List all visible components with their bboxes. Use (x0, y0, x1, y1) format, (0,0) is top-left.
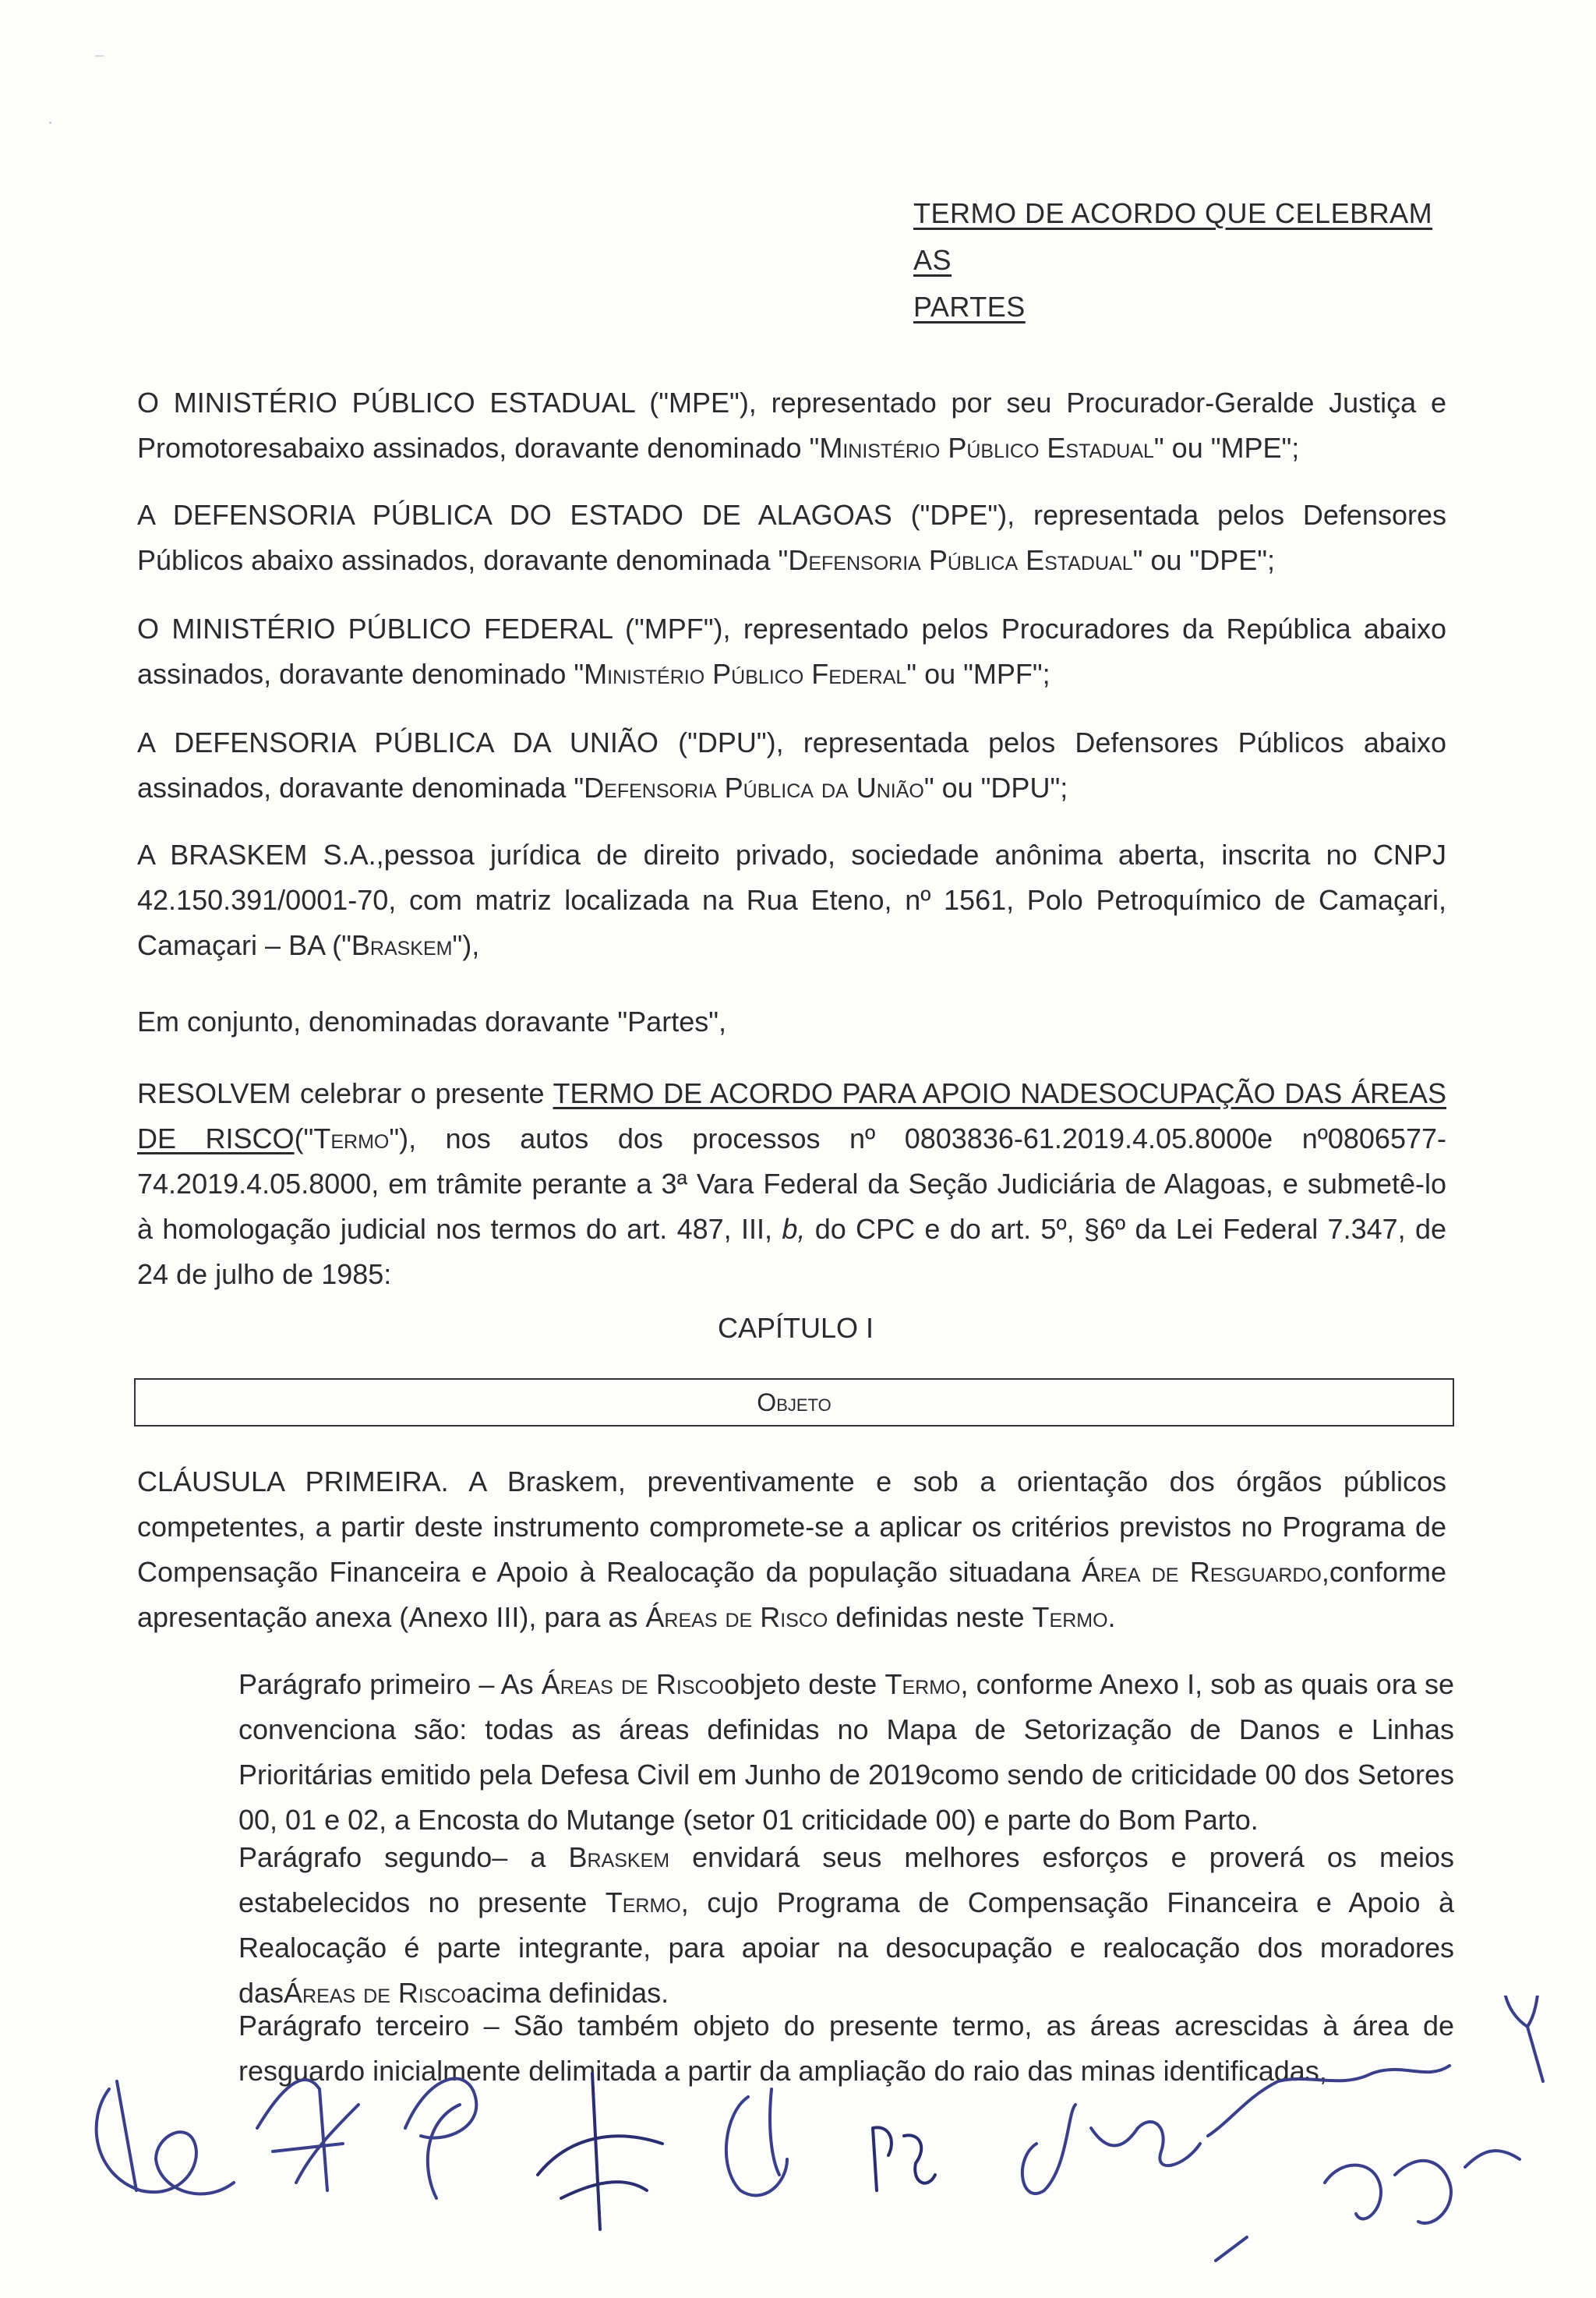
section-heading-box (134, 1378, 1454, 1427)
scan-artifact: · (47, 109, 55, 133)
party-dpe: A DEFENSORIA PÚBLICA DO ESTADO DE ALAGOAS ("DPE"), representada pelos Defensores Públicos abaixo assinados, doravante denominada "Defensoria Pública Estadual" ou "DPE"; (137, 499, 1446, 576)
scan-artifact: ⁻ (94, 48, 105, 72)
paragrafo-primeiro: Parágrafo primeiro – As Áreas de Riscoobjeto deste Termo, conforme Anexo I, sob as quais ora se convenciona são: todas as áreas definidas no Mapa de Setorização de Danos e Linhas Prioritárias emitido pela Defesa Civil em Junho de 2019como sendo de criticidade 00 dos Setores 00, 01 e 02, a Encosta do Mutange (setor 01 criticidade 00) e parte do Bom Parto. (238, 1668, 1454, 1836)
chapter-heading: CAPÍTULO I (717, 1312, 874, 1344)
signature-8 (1325, 2151, 1520, 2223)
paragrafo-segundo: Parágrafo segundo– a Braskem envidará seus melhores esforços e proverá os meios estabelecidos no presente Termo, cujo Programa de Compensação Financeira e Apoio à Realocação é parte integrante, para apoiar na desocupação e realocação dos moradores dasÁreas de Riscoacima definidas. (238, 1841, 1455, 2009)
party-braskem: A BRASKEM S.A.,pessoa jurídica de direito privado, sociedade anônima aberta, inscrita no CNPJ 42.150.391/0001-70, com matriz localizada na Rua Eteno, nº 1561, Polo Petroquímico de Camaçari, Camaçari – BA ("Braskem"), (137, 839, 1446, 961)
party-mpf: O MINISTÉRIO PÚBLICO FEDERAL ("MPF"), representado pelos Procuradores da República abaixo assinados, doravante denominado "Ministério Público Federal" ou "MPF"; (137, 613, 1446, 690)
document-title (913, 190, 1459, 331)
section-heading: Objeto (757, 1388, 832, 1416)
signature-initial-1 (97, 2081, 234, 2194)
signatures-area (0, 1996, 1596, 2298)
signature-initial-4 (538, 2074, 662, 2229)
title-line-1: TERMO DE ACORDO QUE CELEBRAM AS (913, 197, 1433, 276)
clausula-primeira: CLÁUSULA PRIMEIRA. A Braskem, preventivamente e sob a orientação dos órgãos públicos competentes, a partir deste instrumento compromete-se a aplicar os critérios previstos no Programa de Compensação Financeira e Apoio à Realocação da população situadana Área de Resguardo,conforme apresentação anexa (Anexo III), para as Áreas de Risco definidas neste Termo. (137, 1465, 1446, 1633)
signature-initial-3 (405, 2079, 476, 2198)
signature-initial-2 (257, 2080, 358, 2190)
resolvem-paragraph: RESOLVEM celebrar o presente TERMO DE ACORDO PARA APOIO NADESOCUPAÇÃO DAS ÁREAS DE RISCO("Termo"), nos autos dos processos nº 0803836-61.2019.4.05.8000e nº0806577-74.2019.4.05.8000, em trâmite perante a 3ª Vara Federal da Seção Judiciária de Alagoas, e submetê-lo à homologação judicial nos termos do art. 487, III, b, do CPC e do art. 5º, §6º da Lei Federal 7.347, de 24 de julho de 1985: (137, 1077, 1447, 1290)
signature-7 (1022, 2066, 1449, 2261)
party-dpu: A DEFENSORIA PÚBLICA DA UNIÃO ("DPU"), representada pelos Defensores Públicos abaixo assinados, doravante denominada "Defensoria Pública da União" ou "DPU"; (137, 727, 1446, 804)
signature-initial-5 (726, 2089, 787, 2195)
title-line-2: PARTES (913, 291, 1026, 323)
paragrafo-terceiro: Parágrafo terceiro – São também objeto do presente termo, as áreas acrescidas à área de resguardo inicialmente delimitada a partir da ampliação do raio das minas identificadas, (238, 2010, 1454, 2087)
signature-initial-6 (873, 2127, 935, 2190)
party-mpe: O MINISTÉRIO PÚBLICO ESTADUAL ("MPE"), representado por seu Procurador-Geralde Justiça e Promotoresabaixo assinados, doravante denominado "Ministério Público Estadual" ou "MPE"; (137, 387, 1446, 464)
parties-together: Em conjunto, denominadas doravante "Partes", (137, 1006, 726, 1038)
signature-9 (1504, 1996, 1551, 2081)
